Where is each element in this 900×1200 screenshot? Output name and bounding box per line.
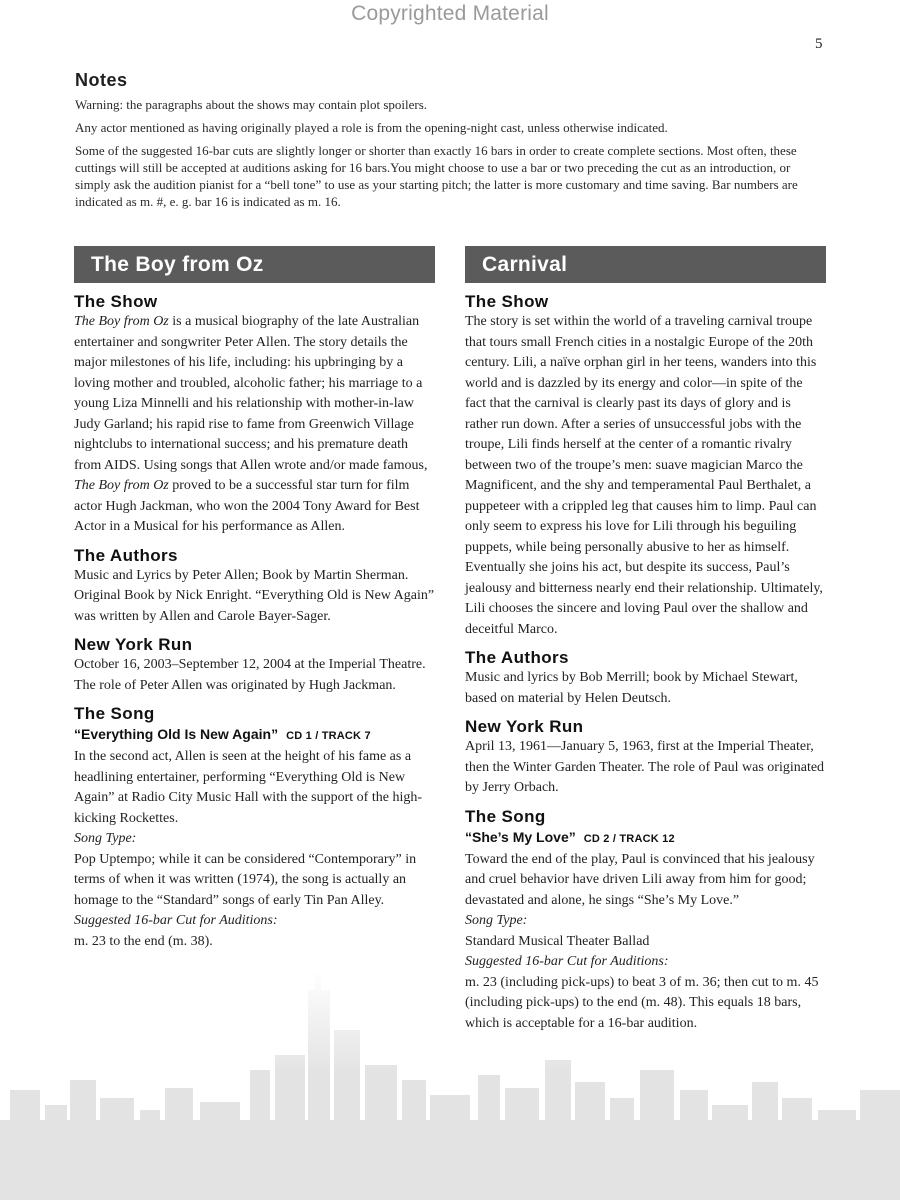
song-heading: The Song [74,704,155,723]
notes-section [75,70,820,216]
show-description: The story is set within the world of a traveling carnival troupe that tours small French cities in a nostalgic Europe of the 20th century. Lili, a naïve orphan girl in her teens, wanders into this world and is dazzled by its energy and color—in spite of the fact that the carnival is clearly past its days of glory and is rather run down. After a series of unsuccessful jobs with the troupe, Lili finds herself at the center of a romantic rivalry between two of the troupe’s men: suave magician Marco the Magnificent, and the shy and temperamental Paul Berthalet, a puppeteer with a crippled leg that causes him to limp. Paul can only seem to express his love for Lili through his beguiling puppets, while being personally abusive to her as himself. Eventually she joins his act, but despite its success, Paul’s jealousy and bitterness nearly end their relationship. Ultimately, Lili chooses the sincere and loving Paul over the shallow and deceitful Marco. [465,314,823,637]
show-description: The Boy from Oz is a musical biography of the late Australian entertainer and songwriter Peter Allen. The story details the major milestones of his life, including: his upbringing by a loving mother and troubled, alcoholic father; his marriage to a young Liza Minnelli and his relationship with mother-in-law Judy Garland; his rapid rise to fame from Greenwich Village nightclubs to international success; and his premature death from AIDS. Using songs that Allen wrote and/or made famous, The Boy from Oz proved to be a successful star turn for film actor Hugh Jackman, who won the 2004 Tony Award for Best Actor in a Musical for his performance as Allen. [74,314,428,534]
authors-text: Music and lyrics by Bob Merrill; book by Michael Stewart, based on material by Helen Deutsch. [465,670,798,706]
show-title: The Boy from Oz [74,478,169,493]
notes-paragraph: Warning: the paragraphs about the shows may contain plot spoilers. [75,97,428,112]
song-type-text: Pop Uptempo; while it can be considered “Contemporary” in terms of when it was written (1974), the song is actually an homage to the “Standard” songs of early Tin Pan Alley. [74,851,417,908]
section-banner: The Boy from Oz [74,246,435,283]
new-york-run-heading: New York Run [74,635,193,654]
cd-track-label: CD 1 / TRACK 7 [286,730,371,742]
song-description: In the second act, Allen is seen at the height of his fame as a headlining entertainer, performing “Everything Old is New Again” at Radio City Music Hall with the support of the high-kicking Rockettes. [74,749,423,826]
audition-cut-label: Suggested 16-bar Cut for Auditions: [465,954,669,969]
song-description: Toward the end of the play, Paul is convinced that his jealousy and cruel behavior have driven Lili away from him for good; devastated and alone, he sings “She’s My Love.” [465,851,815,908]
notes-heading: Notes [75,70,128,90]
song-type-text: Standard Musical Theater Ballad [465,933,650,949]
song-heading: The Song [465,806,546,826]
copyright-watermark: Copyrighted Material [351,2,549,25]
audition-cut-text: m. 23 (including pick-ups) to beat 3 of m. 36; then cut to m. 45 (including pick-ups) to the end (m. 48). This equals 18 bars, which is acceptable for a 16-bar audition. [465,974,819,1031]
show-heading: The Show [465,292,549,311]
song-title: “She’s My Love” CD 2 / TRACK 12 [465,828,675,845]
authors-heading: The Authors [74,545,178,565]
carnival-column [465,246,826,1034]
song-type-label: Song Type: [465,913,528,928]
cd-track-label: CD 2 / TRACK 12 [583,832,675,845]
song-title: “Everything Old Is New Again” CD 1 / TRACK 7 [74,726,371,742]
authors-text: Music and Lyrics by Peter Allen; Book by Martin Sherman. Original Book by Nick Enright. “Everything Old is New Again” was written by Allen and Carole Bayer-Sager. [74,567,435,624]
notes-paragraph: Some of the suggested 16-bar cuts are slightly longer or shorter than exactly 16 bars in order to create complete sections. Most often, these cuttings will still be accepted at auditions asking for 16 bars.You might choose to use a bar or two preceding the cut as an introduction, or simply ask the audition pianist for a “bell tone” to use as your starting pitch; the latter is more customary and time saving. Bar numbers are indicated as m. #, e. g. bar 16 is indicated as m. 16. [75,143,798,209]
boy-from-oz-column [74,246,435,952]
song-type-label: Song Type: [74,831,137,846]
new-york-run-text: October 16, 2003–September 12, 2004 at the Imperial Theatre. The role of Peter Allen was originated by Hugh Jackman. [74,657,426,693]
show-title: The Boy from Oz [74,314,169,329]
audition-cut-text: m. 23 to the end (m. 38). [74,933,213,949]
notes-paragraph: Any actor mentioned as having originally played a role is from the opening-night cast, unless otherwise indicated. [75,120,668,135]
section-banner: Carnival [465,246,826,283]
new-york-run-heading: New York Run [465,717,584,736]
show-heading: The Show [74,292,158,311]
audition-cut-label: Suggested 16-bar Cut for Auditions: [74,913,278,928]
page-number: 5 [815,36,823,52]
new-york-run-text: April 13, 1961—January 5, 1963, first at the Imperial Theater, then the Winter Garden Theater. The role of Paul was originated by Jerry Orbach. [465,739,825,795]
authors-heading: The Authors [465,648,569,667]
